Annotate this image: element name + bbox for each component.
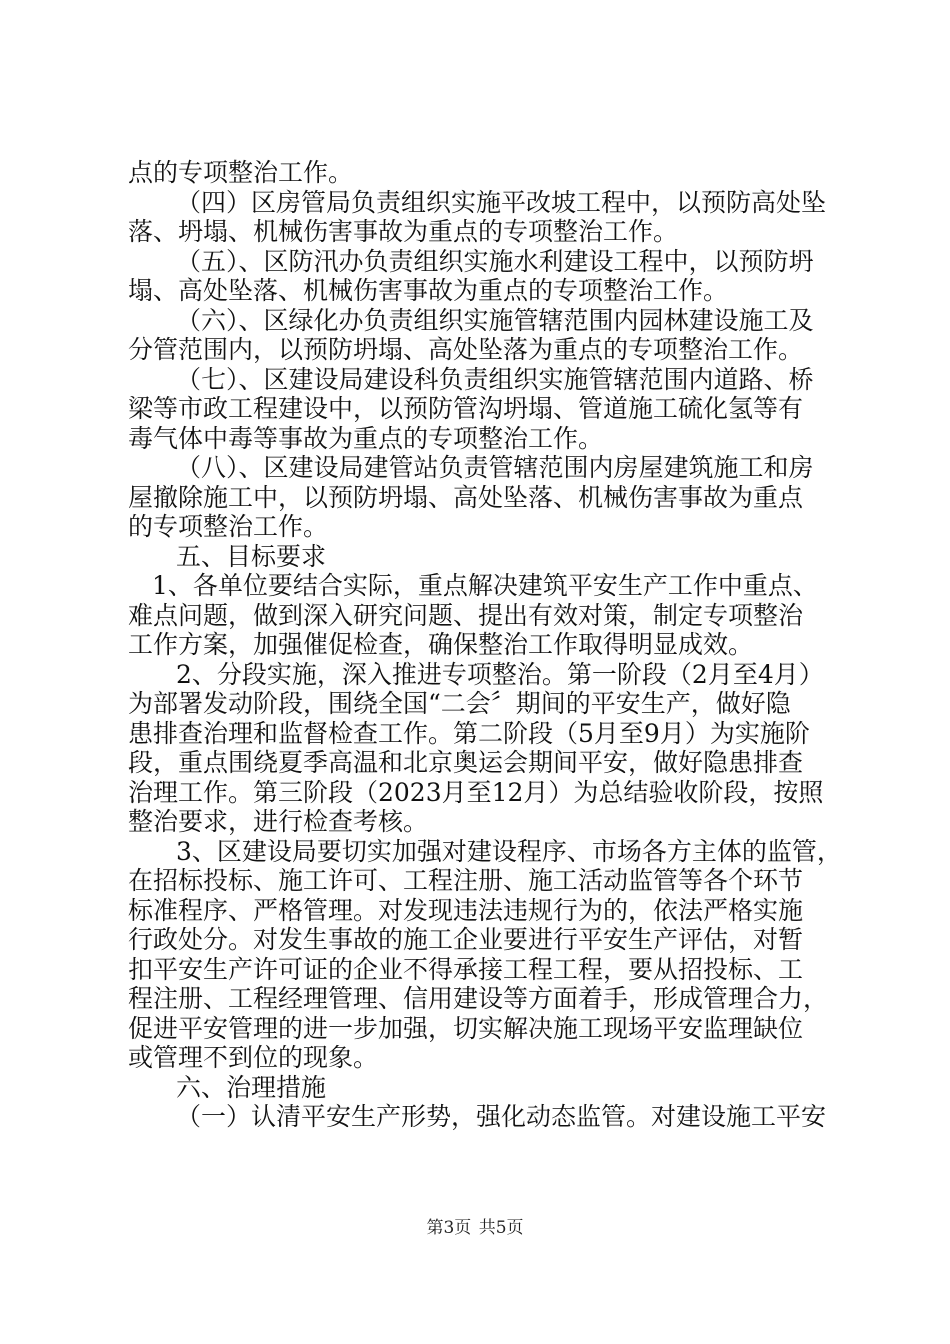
text-line: 分管范围内，以预防坍塌、高处坠落为重点的专项整治工作。 xyxy=(128,335,804,364)
page-number: 第3页 xyxy=(426,1218,472,1238)
text-line: 1、各单位要结合实际，重点解决建筑平安生产工作中重点、 xyxy=(152,571,818,600)
text-line: 行政处分。对发生事故的施工企业要进行平安生产评估，对暂 xyxy=(128,925,804,954)
text-line: 整治要求，进行检查考核。 xyxy=(128,807,429,836)
text-line: 工作方案，加强催促检查，确保整治工作取得明显成效。 xyxy=(128,630,754,659)
text-line: （五）、区防汛办负责组织实施水利建设工程中，以预防坍 xyxy=(176,246,814,276)
text-line: 难点问题，做到深入研究问题、提出有效对策，制定专项整治 xyxy=(128,600,804,630)
text-line: 扣平安生产许可证的企业不得承接工程工程，要从招投标、工 xyxy=(128,954,804,984)
text-line: 3、区建设局要切实加强对建设程序、市场各方主体的监管， xyxy=(176,836,842,866)
text-line: （八）、区建设局建管站负责管辖范围内房屋建筑施工和房 xyxy=(176,453,814,482)
text-line: 在招标投标、施工许可、工程注册、施工活动监管等各个环节 xyxy=(128,866,804,895)
text-line: 为部署发动阶段，围绕全国“二会〞期间的平安生产，做好隐 xyxy=(128,689,791,718)
text-line: 塌、高处坠落、机械伤害事故为重点的专项整治工作。 xyxy=(128,276,729,305)
text-line: （六）、区绿化办负责组织实施管辖范围内园林建设施工及 xyxy=(176,305,814,335)
text-line: 程注册、工程经理管理、信用建设等方面着手，形成管理合力， xyxy=(128,984,829,1013)
text-line: （七）、区建设局建设科负责组织实施管辖范围内道路、桥 xyxy=(176,364,814,394)
text-line: 点的专项整治工作。 xyxy=(128,158,354,187)
text-line: 梁等市政工程建设中，以预防管沟坍塌、管道施工硫化氢等有 xyxy=(128,394,804,423)
text-line: 促进平安管理的进一步加强，切实解决施工现场平安监理缺位 xyxy=(128,1013,804,1043)
text-line: 治理工作。第三阶段（2023月至12月）为总结验收阶段，按照 xyxy=(128,777,824,807)
text-line: 患排查治理和监督检查工作。第二阶段（5月至9月）为实施阶 xyxy=(128,718,810,748)
text-line: 2、分段实施，深入推进专项整治。第一阶段（2月至4月） xyxy=(176,659,824,689)
text-line: 段，重点围绕夏季高温和北京奥运会期间平安，做好隐患排查 xyxy=(128,748,804,777)
text-line: 的专项整治工作。 xyxy=(128,512,329,541)
page-footer xyxy=(0,1213,950,1238)
text-line: 或管理不到位的现象。 xyxy=(128,1043,379,1072)
text-line: 毒气体中毒等事故为重点的专项整治工作。 xyxy=(128,423,604,453)
text-line: （一）认清平安生产形势，强化动态监管。对建设施工平安 xyxy=(176,1102,827,1131)
section-heading: 五、目标要求 xyxy=(176,541,327,571)
page-total: 共5页 xyxy=(478,1218,524,1238)
text-line: 屋撤除施工中，以预防坍塌、高处坠落、机械伤害事故为重点 xyxy=(128,482,804,512)
text-line: 落、坍塌、机械伤害事故为重点的专项整治工作。 xyxy=(128,217,679,246)
text-line: 标准程序、严格管理。对发现违法违规行为的，依法严格实施 xyxy=(128,895,804,925)
text-line: （四）区房管局负责组织实施平改坡工程中，以预防高处坠 xyxy=(176,187,827,217)
section-heading: 六、治理措施 xyxy=(176,1072,327,1102)
